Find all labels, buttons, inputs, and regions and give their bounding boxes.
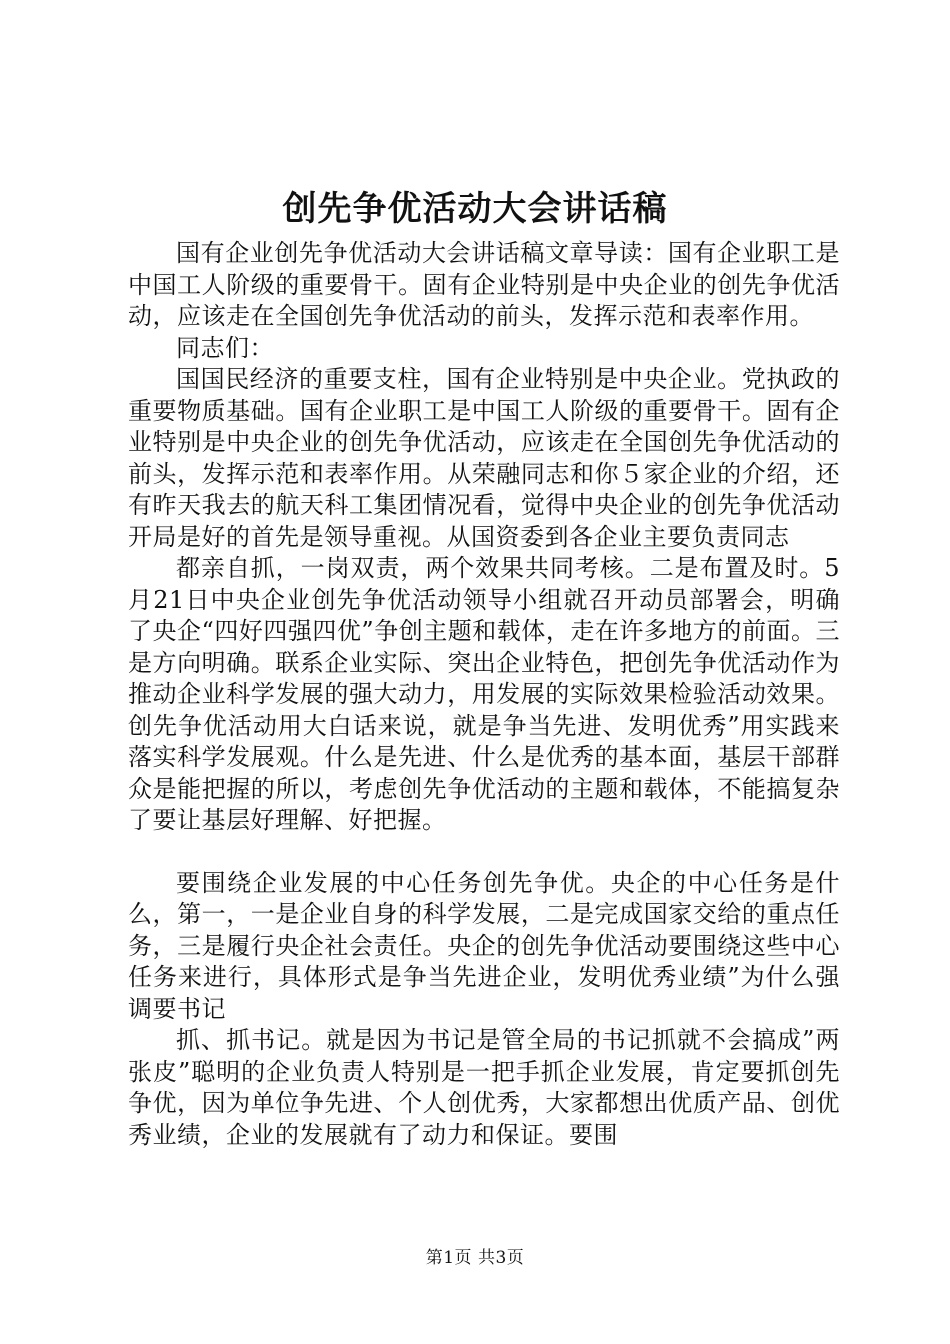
- paragraph-4: 抓、抓书记。就是因为书记是管全局的书记抓就不会搞成”两张皮”聪明的企业负责人特别是一把手抓企业发展，肯定要抓创先争优，因为单位争先进、个人创优秀，大家都想出优质产品、创优秀业绩，企业的发展就有了动力和保证。要围: [128, 1026, 840, 1149]
- paragraph-3: 要围绕企业发展的中心任务创先争优。央企的中心任务是什么，第一，一是企业自身的科学发展，二是完成国家交给的重点任务，三是履行央企社会责任。央企的创先争优活动要围绕这些中心任务来进行，具体形式是争当先进企业，发明优秀业绩”为什么强调要书记: [128, 868, 840, 1023]
- paragraph-1: 国国民经济的重要支柱，国有企业特别是中央企业。党执政的重要物质基础。国有企业职工是中国工人阶级的重要骨干。固有企业特别是中央企业的创先争优活动，应该走在全国创先争优活动的前头，发挥示范和表率作用。从荣融同志和你５家企业的介绍，还有昨天我去的航天科工集团情况看，觉得中央企业的创先争优活动开局是好的首先是领导重视。从国资委到各企业主要负责同志: [128, 365, 840, 551]
- paragraph-salutation: 同志们：: [176, 333, 274, 362]
- page-footer: 第1页 共3页: [425, 1248, 525, 1268]
- paragraph-intro: 国有企业创先争优活动大会讲话稿文章导读：国有企业职工是中国工人阶级的重要骨干。固有企业特别是中央企业的创先争优活动，应该走在全国创先争优活动的前头，发挥示范和表率作用。: [128, 239, 840, 330]
- document-body: [128, 238, 840, 1151]
- paragraph-2: 都亲自抓，一岗双责，两个效果共同考核。二是布置及时。5月21日中央企业创先争优活动领导小组就召开动员部署会，明确了央企“四好四强四优”争创主题和载体，走在许多地方的前面。三是方向明确。联系企业实际、突出企业特色，把创先争优活动作为推动企业科学发展的强大动力，用发展的实际效果检验活动效果。创先争优活动用大白话来说，就是争当先进、发明优秀”用实践来落实科学发展观。什么是先进、什么是优秀的基本面，基层干部群众是能把握的所以，考虑创先争优活动的主题和载体，不能搞复杂了要让基层好理解、好把握。: [128, 554, 840, 834]
- document-title: 创先争优活动大会讲话稿: [282, 189, 668, 229]
